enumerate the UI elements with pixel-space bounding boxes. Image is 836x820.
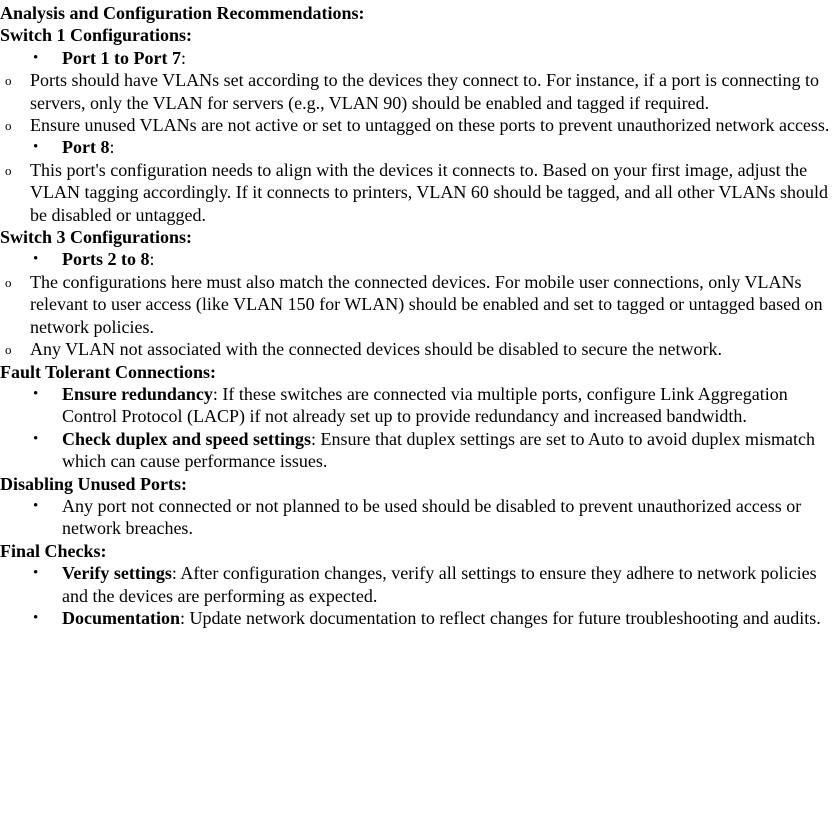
list-item-lead: Verify settings <box>62 563 172 584</box>
bullet-check-duplex-and-speed-settings <box>0 428 836 473</box>
bullet-disc-icon: • <box>33 251 39 268</box>
list-item-text: : After configuration changes, verify all settings to ensure they adhere to network policies and the devices are performing as expected. <box>62 563 817 606</box>
bullet-port-1-to-port-7 <box>0 47 836 69</box>
heading-disabling-unused-ports <box>0 473 836 495</box>
bullet-disc-icon: • <box>33 430 39 447</box>
sub-item-vlans-per-connected-device <box>0 69 836 114</box>
heading-text: Disabling Unused Ports: <box>0 473 188 494</box>
sub-item-port-8-alignment <box>0 159 836 226</box>
list-item-lead: Documentation <box>62 607 180 628</box>
bullet-circle-icon: o <box>5 73 12 89</box>
bullet-disc-icon: • <box>33 49 39 66</box>
list-item-text: : If these switches are connected via multiple ports, configure Link Aggregation Control Protocol (LACP) if not already set up to provide redundancy and increased bandwidth. <box>62 383 788 427</box>
bullet-disc-icon: • <box>33 385 39 402</box>
sub-item-disable-unassociated-vlans <box>0 338 836 360</box>
heading-text: Fault Tolerant Connections: <box>0 361 217 382</box>
heading-text: Analysis and Configuration Recommendations: <box>0 3 365 23</box>
list-item-text: : <box>149 249 155 270</box>
list-item-text: : <box>109 137 115 158</box>
heading-switch-1-configurations <box>0 24 836 46</box>
bullet-circle-icon: o <box>5 162 12 178</box>
list-item-text: : Update network documentation to reflect changes for future troubleshooting and audits. <box>180 607 821 628</box>
heading-analysis-and-configuration-recommendations <box>0 2 836 24</box>
list-item-text: Ensure unused VLANs are not active or set to untagged on these ports to prevent unauthorized network access. <box>30 115 830 136</box>
heading-switch-3-configurations <box>0 226 836 248</box>
bullet-circle-icon: o <box>5 274 12 290</box>
heading-text: Final Checks: <box>0 540 107 561</box>
list-item-lead: Check duplex and speed settings <box>62 428 312 449</box>
bullet-circle-icon: o <box>5 118 12 134</box>
heading-fault-tolerant-connections <box>0 361 836 383</box>
list-item-lead: Ports 2 to 8 <box>62 249 150 270</box>
list-item-text: : Ensure that duplex settings are set to Auto to avoid duplex mismatch which can cause performance issues. <box>62 428 815 472</box>
sub-item-ensure-unused-vlans-inactive <box>0 114 836 136</box>
bullet-ensure-redundancy <box>0 383 836 428</box>
bullet-disc-icon: • <box>33 609 39 626</box>
bullet-ports-2-to-8 <box>0 248 836 270</box>
list-item-text: The configurations here must also match the connected devices. For mobile user connections, only VLANs relevant to user access (like VLAN 150 for WLAN) should be enabled and set to tagged or untagged based on network policies. <box>30 271 823 337</box>
bullet-documentation <box>0 607 836 629</box>
list-item-text: This port's configuration needs to align with the devices it connects to. Based on your first image, adjust the VLAN tagging accordingly. If it connects to printers, VLAN 60 should be tagged, and all other VLANs should be disabled or untagged. <box>30 159 829 225</box>
bullet-disc-icon: • <box>33 565 39 582</box>
heading-final-checks <box>0 540 836 562</box>
list-item-lead: Port 1 to Port 7 <box>62 47 181 68</box>
list-item-lead: Port 8 <box>62 137 110 158</box>
list-item-text: : <box>180 47 186 68</box>
bullet-disc-icon: • <box>33 497 39 514</box>
list-item-text: Any VLAN not associated with the connected devices should be disabled to secure the network. <box>30 339 722 360</box>
list-item-text: Any port not connected or not planned to be used should be disabled to prevent unauthorized access or network breaches. <box>62 495 802 539</box>
bullet-verify-settings <box>0 562 836 607</box>
sub-item-match-connected-devices <box>0 271 836 338</box>
bullet-port-8 <box>0 136 836 158</box>
heading-text: Switch 1 Configurations: <box>0 25 193 46</box>
list-item-lead: Ensure redundancy <box>62 383 213 404</box>
bullet-disc-icon: • <box>33 139 39 156</box>
bullet-circle-icon: o <box>5 342 12 358</box>
heading-text: Switch 3 Configurations: <box>0 227 193 248</box>
list-item-text: Ports should have VLANs set according to the devices they connect to. For instance, if a port is connecting to servers, only the VLAN for servers (e.g., VLAN 90) should be enabled and tagged if required. <box>30 70 819 113</box>
bullet-disable-unconnected-ports <box>0 495 836 540</box>
